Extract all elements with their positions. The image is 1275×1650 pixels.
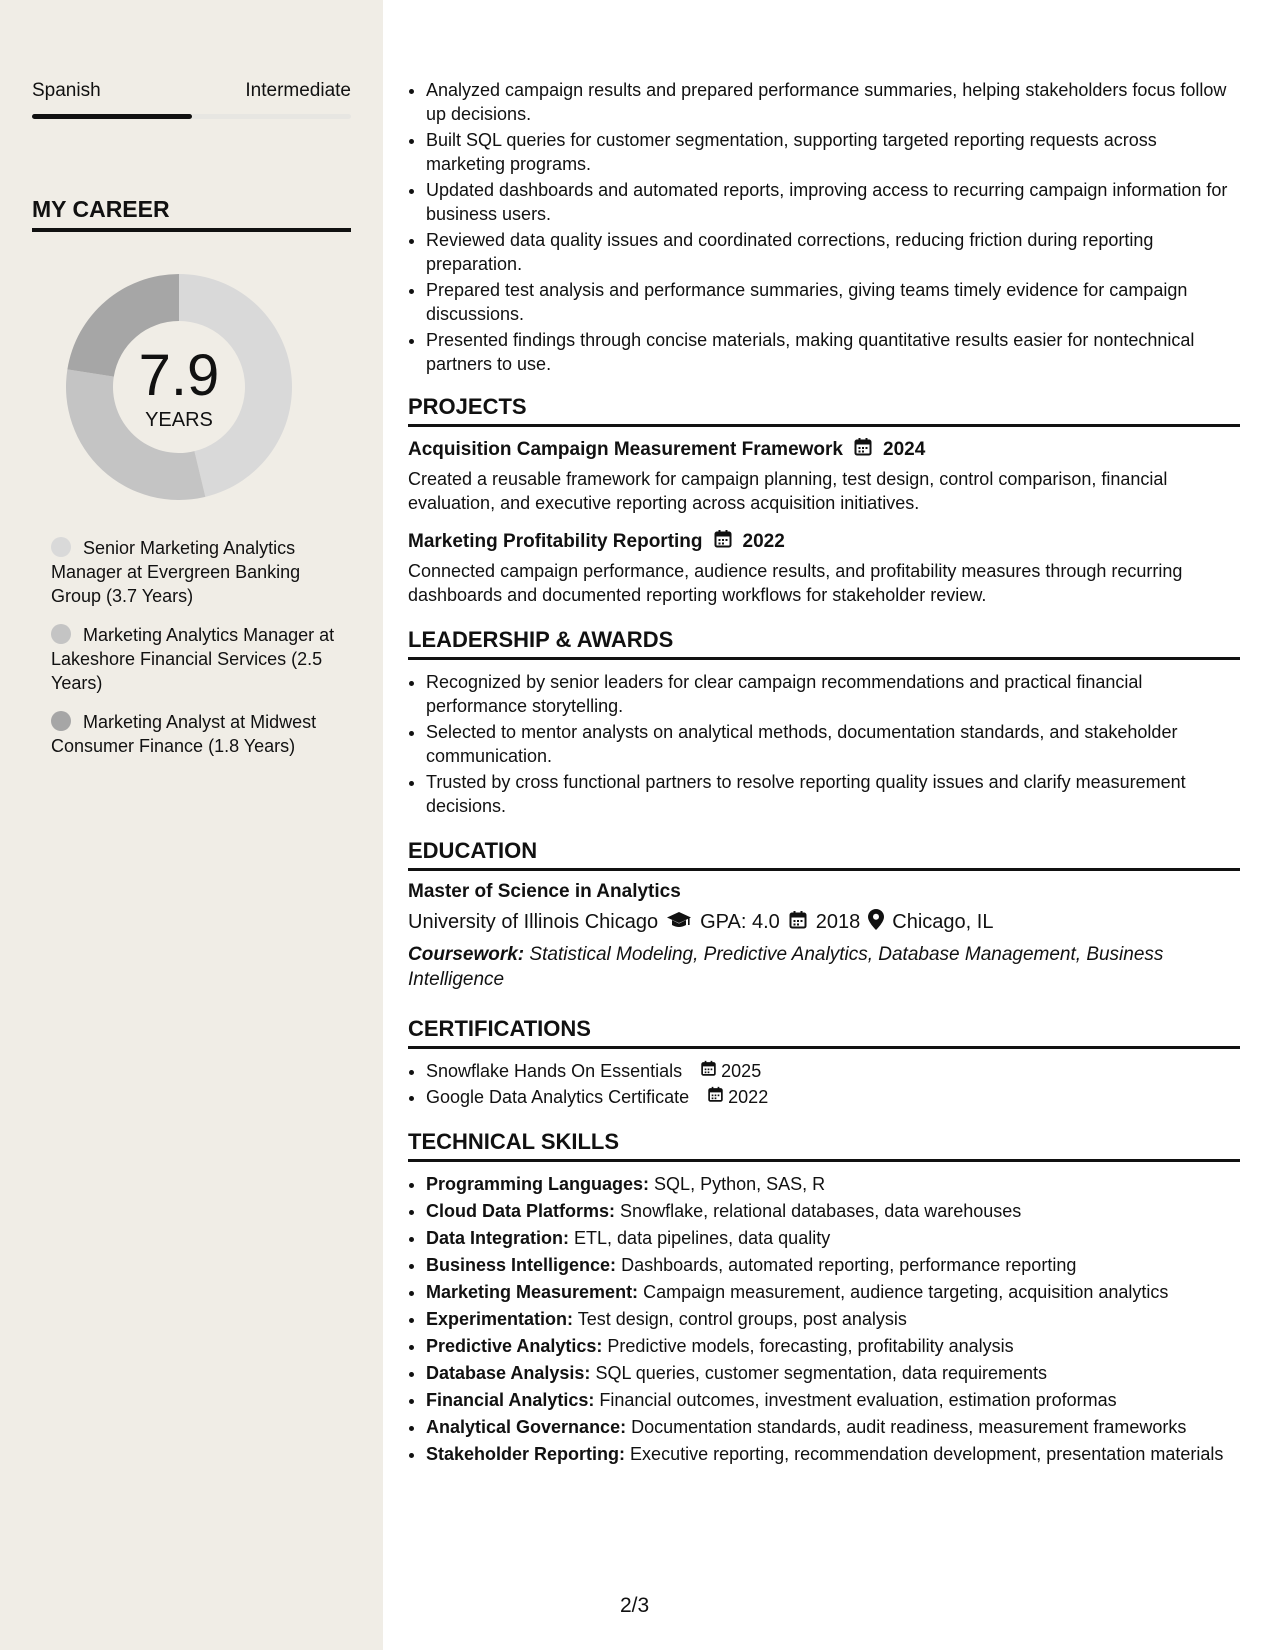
sidebar [0, 0, 383, 1650]
graduation-year: 2018 [815, 911, 861, 933]
certifications-list [408, 1059, 1240, 1109]
map-pin-icon [868, 909, 884, 936]
page-number: 2/3 [620, 1594, 650, 1617]
project-title-row [408, 529, 1240, 555]
skill-item [426, 1280, 1240, 1304]
skill-value: ETL, data pipelines, data quality [574, 1228, 831, 1248]
skill-value: Test design, control groups, post analysis [577, 1309, 907, 1329]
experience-bullets [408, 78, 1240, 376]
skill-value: Dashboards, automated reporting, performance reporting [621, 1255, 1077, 1275]
skill-label: Experimentation: [426, 1309, 574, 1329]
certification-year: 2022 [728, 1087, 769, 1107]
leadership-item: • Selected to mentor analysts on analytical methods, documentation standards, and stakeholder communication. [426, 720, 1240, 768]
skills-list [408, 1172, 1240, 1466]
career-dot [51, 711, 71, 731]
coursework-label: Coursework: [408, 944, 525, 965]
skill-label: Programming Languages: [426, 1174, 650, 1194]
skill-label: Financial Analytics: [426, 1390, 595, 1410]
certification-year: 2025 [721, 1061, 762, 1081]
experience-bullet: • Built SQL queries for customer segmentation, supporting targeted reporting requests across marketing programs. [426, 128, 1240, 176]
skill-label: Cloud Data Platforms: [426, 1201, 616, 1221]
certification-name: • Google Data Analytics Certificate [426, 1087, 690, 1107]
main-content [408, 78, 1240, 1469]
education-heading: EDUCATION [408, 838, 1240, 871]
career-item [51, 536, 341, 608]
experience-bullet: • Presented findings through concise materials, making quantitative results easier for nontechnical partners to use. [426, 328, 1240, 376]
leadership-heading: LEADERSHIP & AWARDS [408, 627, 1240, 660]
graduation-cap-icon [666, 910, 692, 936]
career-dot [51, 624, 71, 644]
skill-label: Predictive Analytics: [426, 1336, 603, 1356]
language-name: Spanish [32, 80, 101, 101]
project-description: Created a reusable framework for campaign planning, test design, control comparison, financial evaluation, and executive reporting across acquisition initiatives. [408, 469, 1168, 513]
skill-label: Analytical Governance: [426, 1417, 627, 1437]
language-level: Intermediate [245, 80, 351, 101]
skill-item [426, 1415, 1240, 1439]
career-heading: MY CAREER [32, 196, 351, 232]
calendar-icon [713, 529, 733, 555]
language-proficiency-bar [32, 114, 351, 119]
calendar-icon [853, 437, 873, 463]
skills-heading: TECHNICAL SKILLS [408, 1129, 1240, 1162]
leadership-item: • Recognized by senior leaders for clear campaign recommendations and practical financial performance storytelling. [426, 670, 1240, 718]
career-item [51, 710, 341, 758]
leadership-list [408, 670, 1240, 818]
certification-name: • Snowflake Hands On Essentials [426, 1061, 683, 1081]
certification-item [426, 1085, 1240, 1109]
project-title: Marketing Profitability Reporting [408, 531, 703, 552]
skill-value: Financial outcomes, investment evaluation, estimation proformas [599, 1390, 1117, 1410]
project-year: 2024 [883, 439, 926, 460]
coursework [408, 942, 1240, 992]
calendar-icon [700, 1059, 717, 1083]
career-item-text: Marketing Analyst at Midwest Consumer Finance (1.8 Years) [51, 712, 317, 756]
skill-item [426, 1172, 1240, 1196]
calendar-icon [707, 1085, 724, 1109]
skill-value: SQL queries, customer segmentation, data requirements [595, 1363, 1048, 1383]
project-description: Connected campaign performance, audience results, and profitability measures through recurring dashboards and documented reporting workflows for stakeholder review. [408, 561, 1183, 605]
experience-bullet: • Reviewed data quality issues and coordinated corrections, reducing friction during reporting preparation. [426, 228, 1240, 276]
skill-label: Stakeholder Reporting: [426, 1444, 626, 1464]
skill-label: Marketing Measurement: [426, 1282, 639, 1302]
certification-item [426, 1059, 1240, 1083]
project-title-row [408, 437, 1240, 463]
career-item [51, 623, 341, 695]
leadership-item: • Trusted by cross functional partners to resolve reporting quality issues and clarify measurement decisions. [426, 770, 1240, 818]
project-year: 2022 [742, 531, 785, 552]
skill-item [426, 1442, 1240, 1466]
skill-label: Database Analysis: [426, 1363, 591, 1383]
skill-value: Documentation standards, audit readiness, measurement frameworks [631, 1417, 1187, 1437]
skill-item [426, 1388, 1240, 1412]
language-row [32, 80, 351, 102]
project-title: Acquisition Campaign Measurement Framework [408, 439, 843, 460]
skill-item [426, 1226, 1240, 1250]
calendar-icon [788, 910, 808, 936]
skill-item [426, 1199, 1240, 1223]
skill-value: Predictive models, forecasting, profitability analysis [607, 1336, 1014, 1356]
skill-value: Executive reporting, recommendation development, presentation materials [630, 1444, 1224, 1464]
gpa: GPA: 4.0 [700, 911, 780, 933]
skill-item [426, 1253, 1240, 1277]
career-item-text: Senior Marketing Analytics Manager at Evergreen Banking Group (3.7 Years) [51, 538, 301, 606]
skill-value: Snowflake, relational databases, data warehouses [620, 1201, 1022, 1221]
career-dot [51, 537, 71, 557]
language-proficiency-fill [32, 114, 192, 119]
career-total-unit: YEARS [145, 409, 213, 431]
skill-label: Data Integration: [426, 1228, 570, 1248]
education-location: Chicago, IL [892, 911, 994, 933]
skill-label: Business Intelligence: [426, 1255, 617, 1275]
experience-bullet: • Prepared test analysis and performance summaries, giving teams timely evidence for campaign discussions. [426, 278, 1240, 326]
certifications-heading: CERTIFICATIONS [408, 1016, 1240, 1049]
skill-item [426, 1334, 1240, 1358]
coursework-text: Statistical Modeling, Predictive Analytics, Database Management, Business Intelligence [408, 944, 1164, 990]
career-list [51, 536, 341, 773]
career-total-value: 7.9 [138, 343, 220, 408]
experience-bullet: • Analyzed campaign results and prepared performance summaries, helping stakeholders focus follow up decisions. [426, 78, 1240, 126]
skill-item [426, 1361, 1240, 1385]
career-item-text: Marketing Analytics Manager at Lakeshore Financial Services (2.5 Years) [51, 625, 335, 693]
degree-title: Master of Science in Analytics [408, 881, 681, 902]
school-name: University of Illinois Chicago [408, 911, 659, 933]
skill-value: Campaign measurement, audience targeting, acquisition analytics [643, 1282, 1169, 1302]
experience-bullet: • Updated dashboards and automated reports, improving access to recurring campaign information for business users. [426, 178, 1240, 226]
skill-value: SQL, Python, SAS, R [654, 1174, 826, 1194]
projects-heading: PROJECTS [408, 394, 1240, 427]
education-details [408, 909, 1240, 936]
skill-item [426, 1307, 1240, 1331]
